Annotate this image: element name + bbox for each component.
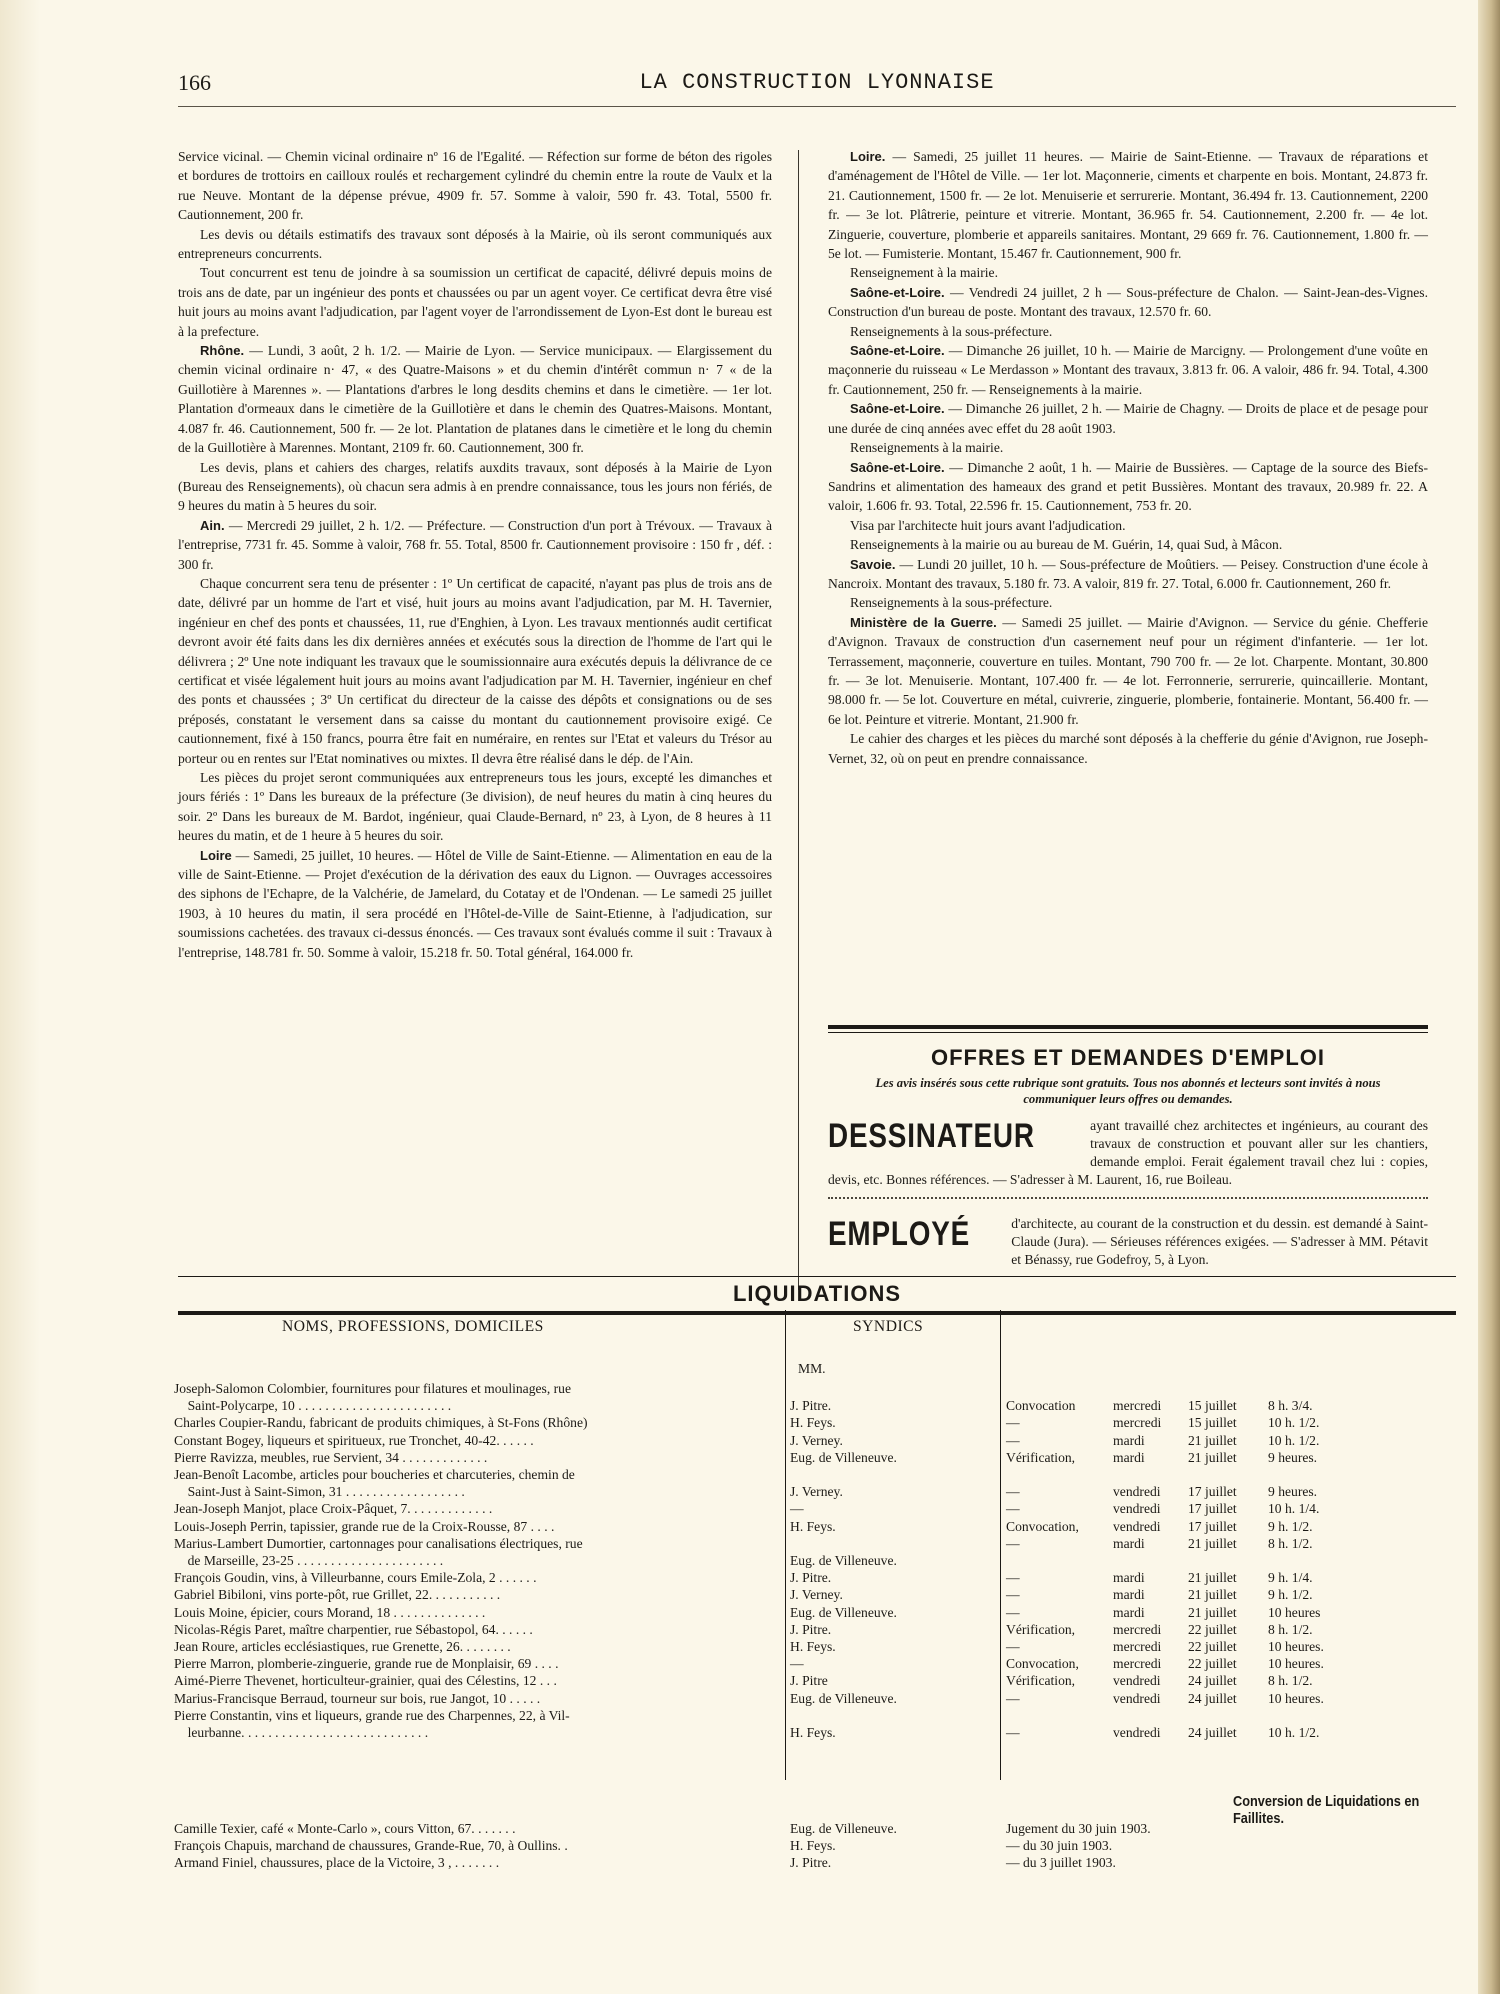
table-column-rule — [785, 1310, 786, 1780]
cell-day: vendredi — [1113, 1690, 1161, 1706]
cell-syndic: J. Verney. — [790, 1432, 843, 1448]
cell-date: 24 juillet — [1188, 1725, 1237, 1740]
cell-action: Vérification, — [1006, 1449, 1076, 1465]
cell-syndic: J. Pitre. — [790, 1570, 832, 1586]
cell-syndic: J. Verney. — [790, 1587, 843, 1603]
cell-action: — du 3 juillet 1903. — [1006, 1855, 1116, 1871]
dept-label: Ministère de la Guerre. — [850, 614, 997, 630]
cell-hour: 10 h. 1/4. — [1268, 1501, 1320, 1517]
cell-day: vendredi — [1113, 1484, 1161, 1500]
cell-date: 17 juillet — [1188, 1518, 1237, 1534]
section-rule — [178, 1276, 1456, 1277]
cell-date: 24 juillet — [1188, 1690, 1237, 1706]
cell-syndic: Eug. de Villeneuve. — [790, 1553, 897, 1568]
paragraph: Renseignements à la mairie. — [850, 440, 1004, 456]
cell-name: de Marseille, 23-25 . . . . . . . . . . . . . . . . . . . . . . — [174, 1553, 444, 1568]
ad-headline: EMPLOYÉ — [828, 1215, 971, 1253]
book-spine — [1478, 0, 1500, 1994]
paragraph-rhone — [178, 341, 772, 457]
paragraph-text: — Dimanche 26 juillet, 10 h. — Mairie de Marcigny. — Prolongement d'une voûte en maçonnerie du ruisseau « Le Merdasson » Montant des travaux, 3.813 fr. 06. A valoir, 486 fr. 94. Total, 4.300 fr. Cautionnement, 250 fr. — Renseignements à la mairie. — [828, 343, 1428, 397]
cell-name: Armand Finiel, chaussures, place de la Victoire, 3 , . . . . . . . — [174, 1855, 500, 1871]
paragraph-text: — Dimanche 26 juillet, 2 h. — Mairie de Chagny. — Droits de place et de pesage pour une durée de cinq années avec effet du 28 août 1903. — [828, 401, 1428, 436]
cell-date: 21 juillet — [1188, 1432, 1237, 1448]
cell-hour: 10 heures. — [1268, 1690, 1324, 1706]
cell-action: — — [1006, 1484, 1020, 1500]
cell-name: Jean-Joseph Manjot, place Croix-Pâquet, 7. . . . . . . . . . . . . — [174, 1501, 493, 1517]
cell-date: 21 juillet — [1188, 1570, 1237, 1586]
cell-hour: 9 heures. — [1268, 1449, 1318, 1465]
dept-label: Loire — [200, 847, 232, 863]
cell-date: 22 juillet — [1188, 1639, 1237, 1654]
cell-hour: 8 h. 3/4. — [1268, 1398, 1313, 1414]
cell-syndic: H. Feys. — [790, 1838, 836, 1854]
cell-name: François Chapuis, marchand de chaussures, Grande-Rue, 70, à Oullins. . — [174, 1838, 568, 1854]
paragraph: Les devis ou détails estimatifs des travaux sont déposés à la Mairie, où ils seront communiqués aux entrepreneurs concurrents. — [178, 226, 772, 262]
cell-syndic: J. Pitre. — [790, 1621, 832, 1637]
cell-action: — — [1006, 1415, 1020, 1431]
cell-day: vendredi — [1113, 1501, 1161, 1517]
cell-date: 22 juillet — [1188, 1656, 1237, 1672]
paragraph-loire — [178, 846, 772, 962]
cell-date: 15 juillet — [1188, 1415, 1237, 1431]
dept-label: Saône-et-Loire. — [850, 343, 945, 359]
cell-action: Convocation, — [1006, 1656, 1079, 1672]
cell-date: 17 juillet — [1188, 1501, 1237, 1517]
header-rule — [178, 106, 1456, 107]
column-separator — [798, 150, 799, 1290]
page-edge-shadow — [0, 0, 40, 1994]
ad-text: d'architecte, au courant de la construction et du dessin. est demandé à Saint-Claude (Jura). — Sérieuses références exigées. — S'adresser à MM. Pétavit et Bénassy, rue Godefroy, 5, à Lyon. — [1011, 1216, 1428, 1267]
paragraph-guerre — [828, 613, 1428, 729]
conversion-title: Conversion de Liquidations en Faillites. — [1233, 1793, 1420, 1827]
cell-name: Saint-Just à Saint-Simon, 31 . . . . . . . . . . . . . . . . . . — [174, 1484, 465, 1500]
paragraph-text: — Lundi, 3 août, 2 h. 1/2. — Mairie de Lyon. — Service municipaux. — Elargissement du chemin vicinal ordinaire n· 47, « des Quatre-Maisons » et du chemin d'intérêt commun n· 7 « de la Guillotière à Marennes ». — Plantations d'arbres le long desdits chemins et dans le cimetière. — 1er lot. Plantation d'ormeaux dans le cimetière de la Guillotière et dans le chemin des Quatres-Maisons. Montant, 4.087 fr. 46. Cautionnement, 500 fr. — 2e lot. Plantation de platanes dans le cimetière et le long du chemin de la Guillotière à Marennes. Montant, 2109 fr. 60. Cautionnement, 300 fr. — [178, 343, 772, 456]
cell-day: vendredi — [1113, 1725, 1161, 1740]
dept-label: Saône-et-Loire. — [850, 284, 945, 300]
cell-hour: 10 heures. — [1268, 1656, 1324, 1672]
cell-hour: 9 h. 1/2. — [1268, 1518, 1313, 1534]
cell-action: — — [1006, 1432, 1020, 1448]
cell-syndic: J. Pitre. — [790, 1855, 832, 1871]
section-rule — [828, 1025, 1428, 1033]
cell-action: — — [1006, 1690, 1020, 1706]
cell-name: leurbanne. . . . . . . . . . . . . . . . . . . . . . . . . . . . — [174, 1725, 429, 1740]
paragraph-saone-loire — [828, 458, 1428, 516]
paragraph-loire — [828, 147, 1428, 263]
cell-hour: 10 h. 1/2. — [1268, 1415, 1320, 1431]
cell-syndic: H. Feys. — [790, 1415, 836, 1431]
cell-name: Louis Moine, épicier, cours Morand, 18 . . . . . . . . . . . . . . — [174, 1604, 486, 1620]
job-ad-dessinateur — [828, 1117, 1428, 1189]
paragraph-text: — Vendredi 24 juillet, 2 h — Sous-préfecture de Chalon. — Saint-Jean-des-Vignes. Construction d'un bureau de poste. Montant des travaux, 12.570 fr. 60. — [828, 284, 1428, 320]
paragraph: Tout concurrent est tenu de joindre à sa soumission un certificat de capacité, délivré depuis moins de trois ans de date, par un ingénieur des ponts et chaussées ou par un agent voyer. Ce certificat devra être visé huit jours au moins avant l'adjudication, par l'agent voyer de l'arrondissement de Lyon-Est dont le bureau est à la prefecture. — [178, 265, 772, 339]
cell-date: 21 juillet — [1188, 1604, 1237, 1620]
section-rule — [178, 1311, 1456, 1315]
cell-hour: 8 h. 1/2. — [1268, 1621, 1313, 1637]
cell-name: Nicolas-Régis Paret, maître charpentier, rue Sébastopol, 64. . . . . . — [174, 1621, 533, 1637]
paragraph-text: — Samedi 25 juillet. — Mairie d'Avignon. — Service du génie. Chefferie d'Avignon. Travaux de construction d'un casernement neuf pour un régiment d'infanterie. — 1er lot. Terrassement, maçonnerie, couverture en tuiles. Montant, 790 700 fr. — 2e lot. Charpente. Montant, 30.800 fr. — 3e lot. Menuiserie. Montant, 107.400 fr. — 4e lot. Ferronnerie, serrurerie, quincaillerie. Montant, 98.000 fr. — 5e lot. Couverture en métal, cuivrerie, zinguerie, plomberie, fontainerie. Montant, 56.400 fr. — 6e lot. Peinture et vitrerie. Montant, 21.900 fr. — [828, 614, 1428, 727]
paragraph-text: — Samedi, 25 juillet, 10 heures. — Hôtel de Ville de Saint-Etienne. — Alimentation en eau de la ville de Saint-Etienne. — Projet d'exécution de la dérivation des eaux du Lignon. — Ouvrages accessoires des siphons de l'Echapre, de la Valchérie, de Jamelard, du Cotatay et de l'Ondenan. — Le samedi 25 juillet 1903, à 10 heures du matin, il sera procédé en l'Hôtel-de-Ville de Saint-Etienne, à l'adjudication, sur soumissions cachetées. des travaux ci-dessus énoncés. — Ces travaux sont évalués comme il suit : Travaux à l'entreprise, 148.781 fr. 50. Somme à valoir, 15.218 fr. 50. Total général, 164.000 fr. — [178, 847, 772, 960]
cell-day: mercredi — [1113, 1639, 1162, 1654]
dept-label: Savoie. — [850, 556, 896, 572]
dept-label: Saône-et-Loire. — [850, 401, 945, 417]
cell-hour: 10 heures — [1268, 1604, 1321, 1620]
cell-day: mardi — [1113, 1570, 1145, 1586]
cell-hour: 9 h. 1/4. — [1268, 1570, 1313, 1586]
cell-action: — — [1006, 1587, 1020, 1603]
mm-label: MM. — [798, 1361, 826, 1376]
liquidations-header — [178, 1276, 1456, 1315]
cell-name: Constant Bogey, liqueurs et spiritueux, rue Tronchet, 40-42. . . . . . — [174, 1432, 534, 1448]
cell-syndic: H. Feys. — [790, 1518, 836, 1534]
cell-action: — — [1006, 1639, 1020, 1654]
cell-syndic: J. Pitre — [790, 1673, 828, 1689]
cell-name: Pierre Ravizza, meubles, rue Servient, 34 . . . . . . . . . . . . . — [174, 1449, 488, 1465]
cell-day: vendredi — [1113, 1518, 1161, 1534]
cell-syndic: J. Verney. — [790, 1484, 843, 1500]
cell-name: Gabriel Bibiloni, vins porte-pôt, rue Grillet, 22. . . . . . . . . . . — [174, 1587, 501, 1603]
cell-hour: 10 heures. — [1268, 1639, 1324, 1654]
dept-label: Loire. — [850, 149, 886, 164]
ad-divider — [828, 1197, 1428, 1207]
cell-date: 22 juillet — [1188, 1621, 1237, 1637]
cell-name: Marius-Lambert Dumortier, cartonnages pour canalisations électriques, rue — [174, 1535, 583, 1551]
cell-hour: 10 h. 1/2. — [1268, 1432, 1320, 1448]
cell-syndic: Eug. de Villeneuve. — [790, 1604, 897, 1620]
cell-action: — — [1006, 1725, 1020, 1740]
cell-action: — du 30 juin 1903. — [1006, 1838, 1113, 1854]
cell-name: Pierre Constantin, vins et liqueurs, grande rue des Charpennes, 22, à Vil- — [174, 1707, 570, 1723]
ad-headline: DESSINATEUR — [828, 1117, 1035, 1155]
cell-date: 21 juillet — [1188, 1587, 1237, 1603]
paragraph: Renseignements à la sous-préfecture. — [850, 323, 1053, 339]
paragraph: Renseignements à la mairie ou au bureau de M. Guérin, 14, quai Sud, à Mâcon. — [850, 537, 1283, 553]
cell-name: Louis-Joseph Perrin, tapissier, grande rue de la Croix-Rousse, 87 . . . . — [174, 1518, 555, 1534]
paragraph-text: — Mercredi 29 juillet, 2 h. 1/2. — Préfecture. — Construction d'un port à Trévoux. — Travaux à l'entreprise, 7731 fr. 45. Somme à valoir, 768 fr. 55. Total, 8500 fr. Cautionnement provisoire : 150 fr , déf. : 300 fr. — [178, 517, 772, 572]
ad-text: ayant travaillé chez architectes et ingénieurs, au courant des travaux de construction et pouvant aller sur les chantiers, demande emploi. Ferait également travail chez lui : copies, devis, etc. Bonnes références. — S'adresser à M. Laurent, 16, rue Boileau. — [828, 1118, 1428, 1187]
cell-action: — — [1006, 1604, 1020, 1620]
cell-name: Pierre Marron, plomberie-zinguerie, grande rue de Monplaisir, 69 . . . . — [174, 1656, 559, 1672]
cell-day: mardi — [1113, 1432, 1145, 1448]
job-offers-section — [828, 1025, 1428, 1269]
cell-day: mardi — [1113, 1587, 1145, 1603]
paragraph-text: — Lundi 20 juillet, 10 h. — Sous-préfecture de Moûtiers. — Peisey. Construction d'une école à Nancroix. Montant des travaux, 5.180 fr. 73. A valoir, 819 fr. 27. Total, 6.000 fr. Cautionnement, 260 fr. — [828, 556, 1428, 591]
paragraph-ain — [178, 516, 772, 574]
cell-name: Saint-Polycarpe, 10 . . . . . . . . . . . . . . . . . . . . . . . — [174, 1398, 452, 1414]
dept-label: Saône-et-Loire. — [850, 459, 945, 475]
dept-label: Ain. — [200, 517, 225, 533]
paragraph-savoie — [828, 555, 1428, 594]
cell-syndic: J. Pitre. — [790, 1398, 832, 1414]
paragraph: Renseignement à la mairie. — [850, 265, 998, 281]
paragraph-saone-loire — [828, 341, 1428, 399]
paragraph: Service vicinal. — Chemin vicinal ordinaire nº 16 de l'Egalité. — Réfection sur forme de béton des rigoles et bordures de trottoirs en cailloux roulés et rechargement cylindré du chemin entre la route de Vaulx et la rue Neuve. Montant de la dépense prévue, 4909 fr. 57. Somme à valoir, 590 fr. 43. Total, 5500 fr. Cautionnement, 200 fr. — [178, 149, 772, 223]
cell-action: Jugement du 30 juin 1903. — [1006, 1821, 1151, 1836]
paragraph: Le cahier des charges et les pièces du marché sont déposés à la chefferie du génie d'Avignon, rue Joseph-Vernet, 32, où on peut en prendre connaissance. — [828, 731, 1428, 766]
paragraph-saone-loire — [828, 399, 1428, 438]
paragraph: Chaque concurrent sera tenu de présenter : 1º Un certificat de capacité, n'ayant pas plus de trois ans de date, délivré par un homme de l'art et visé, huit jours au moins avant l'adjudication, par M. H. Tavernier, ingénieur en chef des ponts et chaussées, 11, rue d'Enghien, à Lyon. Les travaux mentionnés audit certificat devront avoir été faits dans les dix dernières années et exécutés sous la direction de l'homme de l'art qui le délivrera ; 2º Une note indiquant les travaux que le soumissionnaire aura exécutés depuis la délivrance de ce certificat et visée légalement huit jours au moins avant l'adjudication par M. H. Tavernier, ingénieur en chef des ponts et chaussées ; 3º Un certificat du directeur de la caisse des dépôts et consignations ou de ses préposés, constatant le versement dans sa caisse du montant du cautionnement provisoire exigé. Ce cautionnement, fixé à 150 francs, pourra être fait en numéraire, en rentes sur l'Etat et valeurs du Trésor au porteur ou en rentes sur l'Etat nominatives ou mixtes. Il devra être réalisé dans le dép. de l'Ain. — [178, 575, 772, 766]
cell-day: mardi — [1113, 1535, 1145, 1551]
cell-action: — — [1006, 1570, 1020, 1586]
paragraph: Les pièces du projet seront communiquées aux entrepreneurs tous les jours, excepté les dimanches et jours fériés : 1º Dans les bureaux de la préfecture (3e division), de neuf heures du matin à cinq heures du soir. 2º Dans les bureaux de M. Bardot, ingénieur, quai Claude-Bernard, nº 23, à Lyon, de 8 heures à 11 heures du matin, et de 1 heure à 5 heures du soir. — [178, 770, 772, 844]
cell-hour: 8 h. 1/2. — [1268, 1535, 1313, 1551]
cell-action: — — [1006, 1501, 1020, 1517]
cell-date: 21 juillet — [1188, 1535, 1237, 1551]
right-column — [828, 147, 1428, 768]
cell-name: Marius-Francisque Berraud, tourneur sur bois, rue Jangot, 10 . . . . . — [174, 1690, 541, 1706]
cell-hour: 9 heures. — [1268, 1484, 1318, 1500]
cell-hour: 9 h. 1/2. — [1268, 1587, 1313, 1603]
cell-action: Vérification, — [1006, 1621, 1076, 1637]
cell-day: mardi — [1113, 1604, 1145, 1620]
cell-action: — — [1006, 1535, 1020, 1551]
cell-name: Camille Texier, café « Monte-Carlo », cours Vitton, 67. . . . . . . — [174, 1821, 516, 1836]
cell-day: vendredi — [1113, 1673, 1161, 1689]
cell-day: mercredi — [1113, 1621, 1162, 1637]
cell-syndic: H. Feys. — [790, 1639, 836, 1654]
cell-name: Joseph-Salomon Colombier, fournitures pour filatures et moulinages, rue — [174, 1381, 571, 1396]
cell-date: 24 juillet — [1188, 1673, 1237, 1689]
paragraph: Les devis, plans et cahiers des charges, relatifs auxdits travaux, sont déposés à la Mairie de Lyon (Bureau des Renseignements), où chacun sera admis à en prendre connaissance, tous les jours non fériés, de 9 heures du matin à 5 heures du soir. — [178, 459, 772, 514]
cell-name: Jean-Benoît Lacombe, articles pour boucheries et charcuteries, chemin de — [174, 1467, 575, 1482]
running-title: LA CONSTRUCTION LYONNAISE — [639, 70, 995, 95]
cell-syndic: Eug. de Villeneuve. — [790, 1690, 897, 1706]
dept-label: Rhône. — [200, 343, 245, 359]
cell-day: mercredi — [1113, 1656, 1162, 1672]
cell-syndic: H. Feys. — [790, 1725, 836, 1740]
cell-hour: 8 h. 1/2. — [1268, 1673, 1313, 1689]
cell-syndic: Eug. de Villeneuve. — [790, 1821, 897, 1836]
cell-syndic: — — [790, 1501, 804, 1517]
left-column — [178, 147, 772, 962]
paragraph-text: — Samedi, 25 juillet 11 heures. — Mairie de Saint-Etienne. — Travaux de réparations et d'aménagement de l'Hôtel de Ville. — 1er lot. Maçonnerie, ciments et charpente en bois. Montant, 24.873 fr. 21. Cautionnement, 1500 fr. — 2e lot. Menuiserie et serrurerie. Montant, 36.494 fr. 13. Cautionnement, 2200 fr. — 3e lot. Plâtrerie, peinture et vitrerie. Montant, 36.965 fr. 54. Cautionnement, 2.200 fr. — 4e lot. Zinguerie, couverture, plomberie et appareils sanitaires. Montant, 29 669 fr. 76. Cautionnement, 1.800 fr. — 5e lot. — Fumisterie. Montant, 15.467 fr. Cautionnement, 900 fr. — [828, 149, 1428, 262]
section-title: LIQUIDATIONS — [732, 1281, 902, 1306]
page-number: 166 — [178, 70, 211, 95]
cell-date: 15 juillet — [1188, 1398, 1237, 1414]
cell-date: 21 juillet — [1188, 1449, 1237, 1465]
cell-action: Convocation — [1006, 1398, 1076, 1414]
column-header-syndics: SYNDICS — [853, 1318, 924, 1335]
cell-name: Jean Roure, articles ecclésiastiques, rue Grenette, 26. . . . . . . . — [174, 1639, 511, 1654]
cell-name: Charles Coupier-Randu, fabricant de produits chimiques, à St-Fons (Rhône) — [174, 1415, 588, 1431]
paragraph: Visa par l'architecte huit jours avant l'adjudication. — [850, 517, 1126, 533]
cell-date: 17 juillet — [1188, 1484, 1237, 1500]
cell-syndic: — — [790, 1656, 804, 1672]
job-ad-employe — [828, 1215, 1428, 1269]
paragraph-text: — Dimanche 2 août, 1 h. — Mairie de Bussières. — Captage de la source des Biefs-Sandrins et alimentation des hameaux des grand et petit Bussières. Montant des travaux, 20.989 fr. 22. A valoir, 1.606 fr. 93. Total, 22.596 fr. 15. Cautionnement, 753 fr. 20. — [828, 459, 1428, 514]
cell-day: mercredi — [1113, 1398, 1162, 1414]
cell-day: mercredi — [1113, 1415, 1162, 1431]
cell-hour: 10 h. 1/2. — [1268, 1725, 1320, 1740]
cell-name: Aimé-Pierre Thevenet, horticulteur-grainier, quai des Célestins, 12 . . . — [174, 1673, 557, 1689]
table-column-rule — [1000, 1310, 1001, 1780]
cell-action: Convocation, — [1006, 1518, 1079, 1534]
cell-action: Vérification, — [1006, 1673, 1076, 1689]
cell-name: François Goudin, vins, à Villeurbanne, cours Emile-Zola, 2 . . . . . . — [174, 1570, 537, 1586]
cell-day: mardi — [1113, 1449, 1145, 1465]
section-title: OFFRES ET DEMANDES D'EMPLOI — [930, 1045, 1326, 1070]
column-header-names: NOMS, PROFESSIONS, DOMICILES — [282, 1318, 544, 1335]
paragraph-saone-loire — [828, 283, 1428, 322]
cell-syndic: Eug. de Villeneuve. — [790, 1449, 897, 1465]
paragraph: Renseignements à la sous-préfecture. — [850, 595, 1053, 611]
section-intro: Les avis insérés sous cette rubrique sont gratuits. Tous nos abonnés et lecteurs sont invités à nous communiquer leurs offres ou demandes. — [875, 1076, 1381, 1106]
